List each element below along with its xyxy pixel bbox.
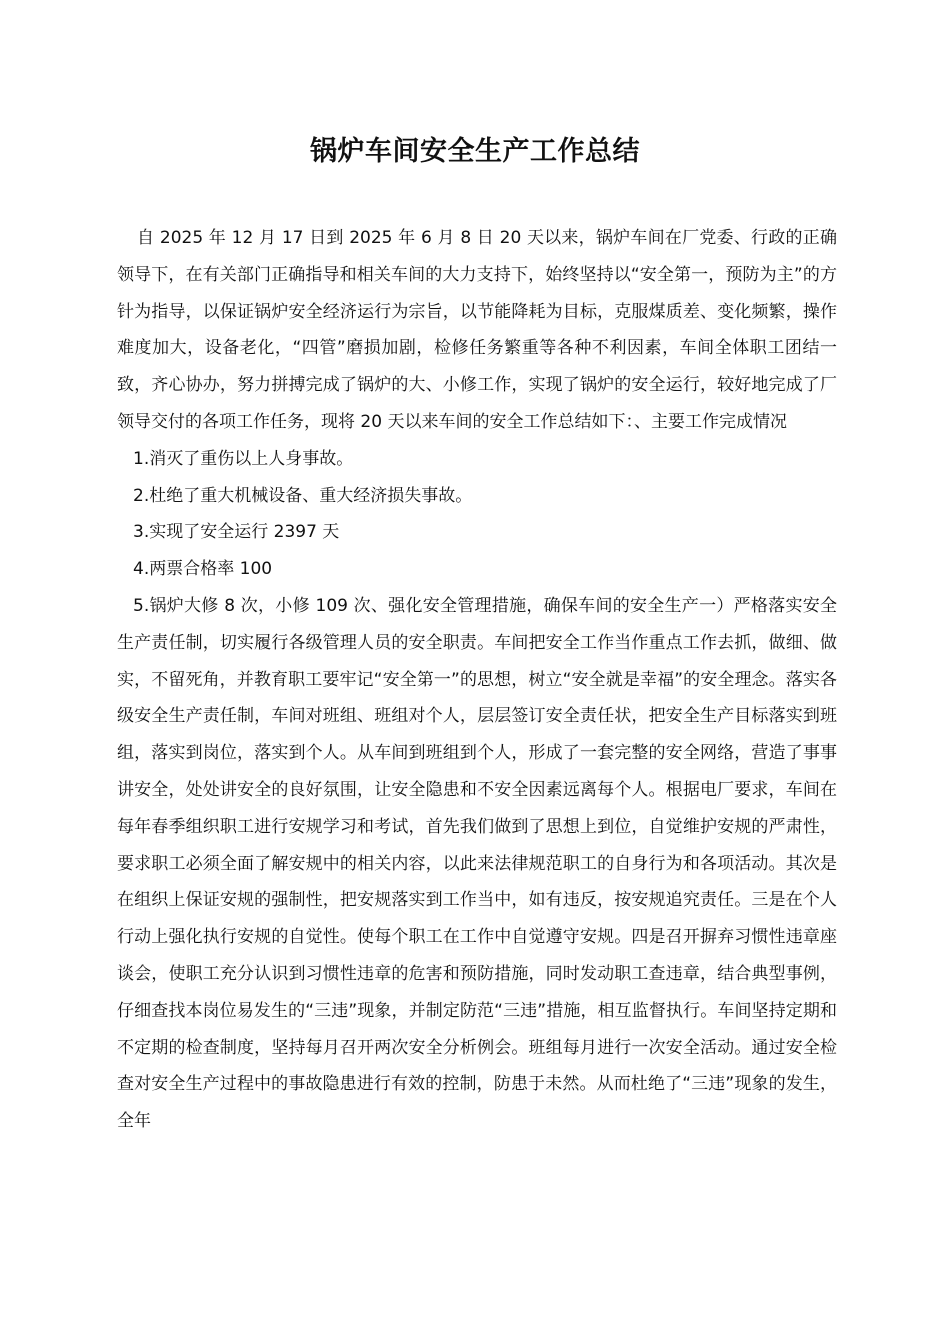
list-item: 4.两票合格率 100: [133, 559, 273, 580]
document-body: [117, 220, 837, 1140]
list-item: 5.锅炉大修 8 次，小修 109 次、强化安全管理措施，确保车间的安全生产一）严格落实安全生产责任制，切实履行各级管理人员的安全职责。车间把安全工作当作重点工作去抓，做细、做实，不留死角，并教育职工要牢记“安全第一”的思想，树立“安全就是幸福”的安全理念。落实各级安全生产责任制，车间对班组、班组对个人，层层签订安全责任状，把安全生产目标落实到班组，落实到岗位，落实到个人。从车间到班组到个人，形成了一套完整的安全网络，营造了事事讲安全，处处讲安全的良好氛围，让安全隐患和不安全因素远离每个人。根据电厂要求，车间在每年春季组织职工进行安规学习和考试，首先我们做到了思想上到位，自觉维护安规的严肃性，要求职工必须全面了解安规中的相关内容，以此来法律规范职工的自身行为和各项活动。其次是在组织上保证安规的强制性，把安规落实到工作当中，如有违反，按安规追究责任。三是在个人行动上强化执行安规的自觉性。使每个职工在工作中自觉遵守安规。四是召开摒弃习惯性违章座谈会，使职工充分认识到习惯性违章的危害和预防措施，同时发动职工查违章，结合典型事例，仔细查找本岗位易发生的“三违”现象，并制定防范“三违”措施，相互监督执行。车间坚持定期和不定期的检查制度，坚持每月召开两次安全分析例会。班组每月进行一次安全活动。通过安全检查对安全生产过程中的事故隐患进行有效的控制，防患于未然。从而杜绝了“三违”现象的发生，全年: [117, 595, 837, 1132]
list-item: 3.实现了安全运行 2397 天: [133, 522, 340, 543]
intro-paragraph: 自 2025 年 12 月 17 日到 2025 年 6 月 8 日 20 天以来，锅炉车间在厂党委、行政的正确领导下，在有关部门正确指导和相关车间的大力支持下，始终坚持以“安全第一，预防为主”的方针为指导，以保证锅炉安全经济运行为宗旨，以节能降耗为目标，克服煤质差、变化频繁，操作难度加大，设备老化，“四管”磨损加剧，检修任务繁重等各种不利因素，车间全体职工团结一致，齐心协办，努力拼搏完成了锅炉的大、小修工作，实现了锅炉的安全运行，较好地完成了厂领导交付的各项工作任务，现将 20 天以来车间的安全工作总结如下：、主要工作完成情况: [117, 228, 837, 432]
list-item: 2.杜绝了重大机械设备、重大经济损失事故。: [133, 485, 473, 506]
list-item: 1.消灭了重伤以上人身事故。: [133, 448, 354, 469]
document-title: 锅炉车间安全生产工作总结: [310, 136, 640, 167]
